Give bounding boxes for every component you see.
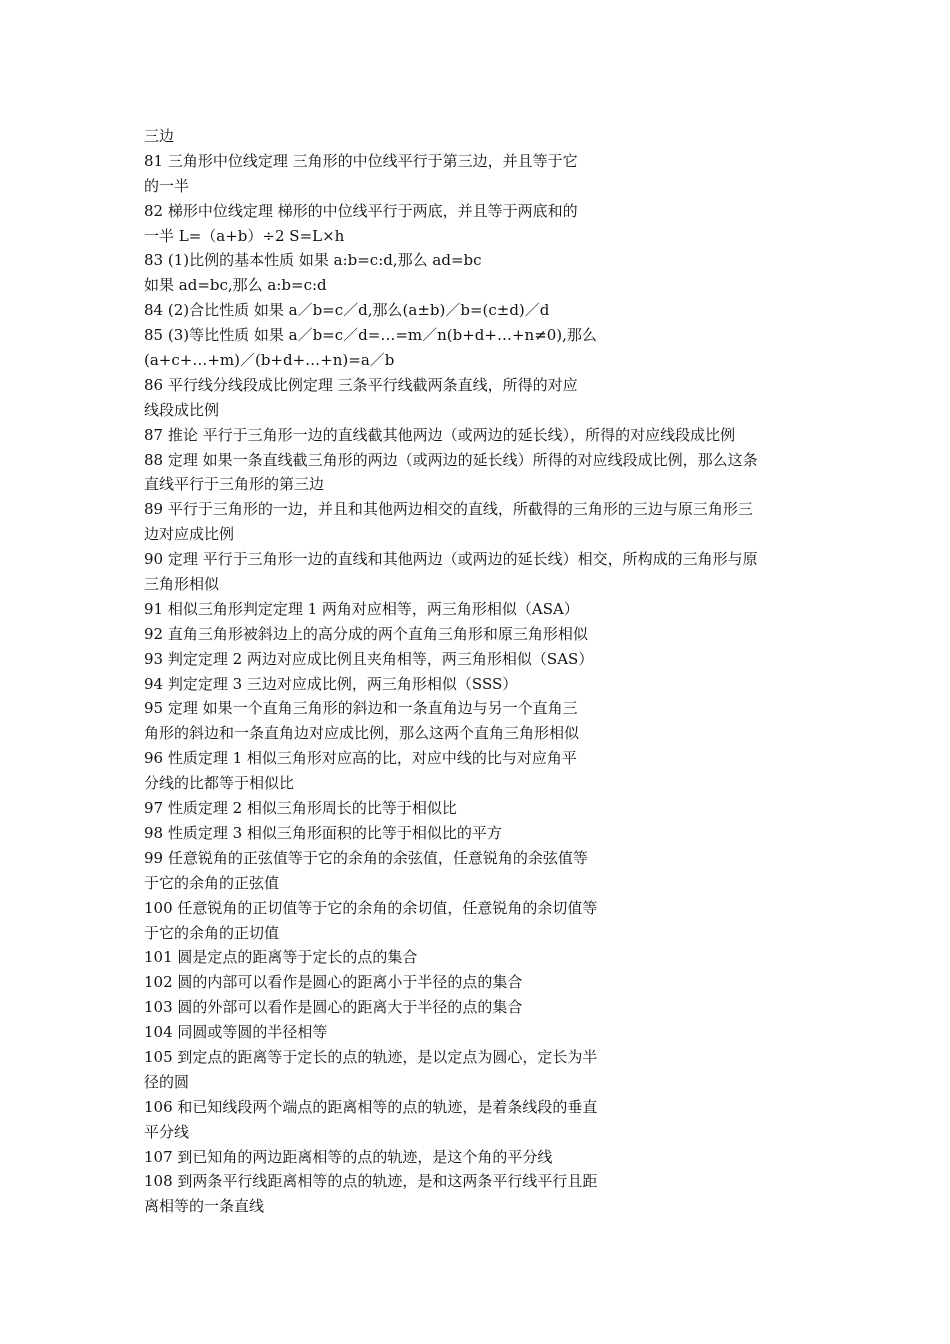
text-line: 直线平行于三角形的第三边	[144, 475, 325, 494]
text-line: 95 定理 如果一个直角三角形的斜边和一条直角边与另一个直角三	[144, 699, 578, 718]
text-line: 三角形相似	[144, 575, 220, 594]
text-line: 84 (2)合比性质 如果 a／b=c／d,那么(a±b)／b=(c±d)／d	[144, 301, 550, 320]
text-line: 99 任意锐角的正弦值等于它的余角的余弦值，任意锐角的余弦值等	[144, 848, 588, 867]
text-line: 81 三角形中位线定理 三角形的中位线平行于第三边，并且等于它	[144, 151, 578, 170]
document-body	[144, 124, 814, 1219]
text-line: 83 (1)比例的基本性质 如果 a:b=c:d,那么 ad=bc	[144, 251, 482, 270]
text-line: 100 任意锐角的正切值等于它的余角的余切值，任意锐角的余切值等	[144, 898, 598, 917]
text-line: 线段成比例	[144, 400, 220, 419]
text-line: (a+c+…+m)／(b+d+…+n)=a／b	[144, 351, 395, 370]
text-line: 94 判定定理 3 三边对应成比例，两三角形相似（SSS）	[144, 674, 518, 693]
text-line: 82 梯形中位线定理 梯形的中位线平行于两底，并且等于两底和的	[144, 201, 578, 220]
text-line: 105 到定点的距离等于定长的点的轨迹，是以定点为圆心，定长为半	[144, 1047, 598, 1066]
text-line: 87 推论 平行于三角形一边的直线截其他两边（或两边的延长线），所得的对应线段成比例	[144, 425, 736, 444]
text-line: 107 到已知角的两边距离相等的点的轨迹，是这个角的平分线	[144, 1147, 553, 1166]
text-line: 的一半	[144, 176, 190, 195]
text-line: 98 性质定理 3 相似三角形面积的比等于相似比的平方	[144, 823, 502, 842]
text-line: 97 性质定理 2 相似三角形周长的比等于相似比	[144, 799, 457, 818]
text-line: 89 平行于三角形的一边，并且和其他两边相交的直线，所截得的三角形的三边与原三角形三	[144, 500, 753, 519]
text-line: 于它的余角的正切值	[144, 923, 280, 942]
text-line: 104 同圆或等圆的半径相等	[144, 1023, 328, 1042]
text-line: 90 定理 平行于三角形一边的直线和其他两边（或两边的延长线）相交，所构成的三角形与原	[144, 550, 758, 569]
text-line: 88 定理 如果一条直线截三角形的两边（或两边的延长线）所得的对应线段成比例，那么这条	[144, 450, 758, 469]
text-line: 85 (3)等比性质 如果 a／b=c／d=…=m／n(b+d+…+n≠0),那么	[144, 326, 597, 345]
text-line: 离相等的一条直线	[144, 1197, 265, 1216]
text-line: 108 到两条平行线距离相等的点的轨迹，是和这两条平行线平行且距	[144, 1172, 598, 1191]
text-line: 分线的比都等于相似比	[144, 774, 295, 793]
text-line: 一半 L=（a+b）÷2 S=L×h	[144, 226, 345, 245]
text-line: 101 圆是定点的距离等于定长的点的集合	[144, 948, 418, 967]
text-line: 径的圆	[144, 1072, 190, 1091]
text-line: 93 判定定理 2 两边对应成比例且夹角相等，两三角形相似（SAS）	[144, 649, 594, 668]
text-line: 平分线	[144, 1122, 190, 1141]
text-line: 86 平行线分线段成比例定理 三条平行线截两条直线，所得的对应	[144, 375, 578, 394]
text-line: 角形的斜边和一条直角边对应成比例，那么这两个直角三角形相似	[144, 724, 580, 743]
text-line: 三边	[144, 127, 175, 145]
text-line: 92 直角三角形被斜边上的高分成的两个直角三角形和原三角形相似	[144, 624, 588, 643]
text-line: 如果 ad=bc,那么 a:b=c:d	[144, 276, 327, 295]
text-line: 边对应成比例	[144, 525, 235, 544]
text-line: 于它的余角的正弦值	[144, 873, 280, 892]
text-line: 106 和已知线段两个端点的距离相等的点的轨迹，是着条线段的垂直	[144, 1097, 598, 1116]
text-line: 96 性质定理 1 相似三角形对应高的比，对应中线的比与对应角平	[144, 749, 577, 768]
text-line: 102 圆的内部可以看作是圆心的距离小于半径的点的集合	[144, 973, 523, 992]
text-line: 103 圆的外部可以看作是圆心的距离大于半径的点的集合	[144, 998, 523, 1017]
text-line: 91 相似三角形判定定理 1 两角对应相等，两三角形相似（ASA）	[144, 599, 579, 618]
